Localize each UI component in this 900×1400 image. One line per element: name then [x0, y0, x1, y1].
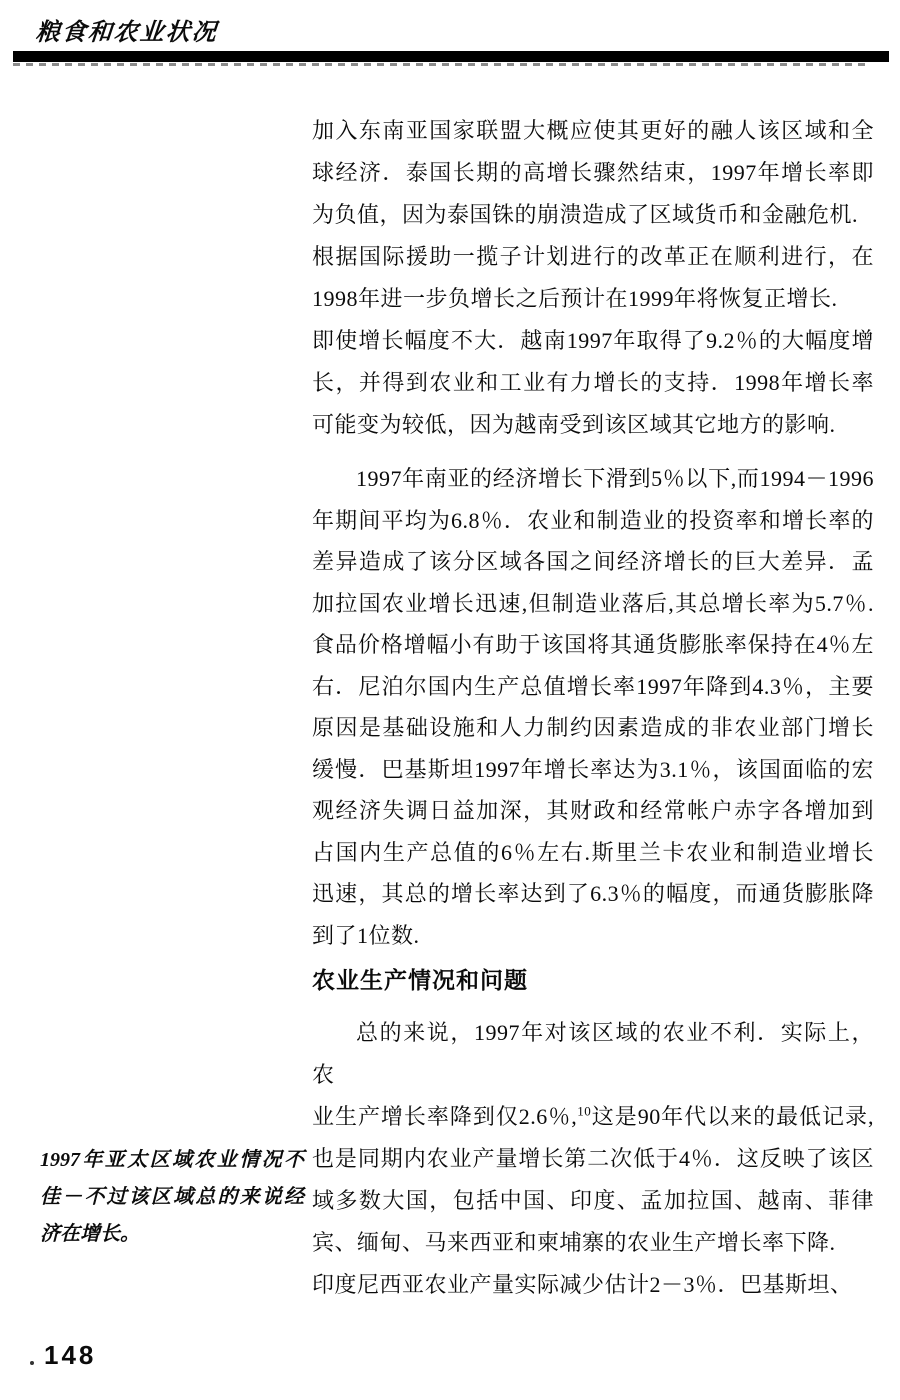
body-text-line: 球经济．泰国长期的高增长骤然结束，1997年增长率即 — [312, 160, 874, 185]
body-text-line: 食品价格增幅小有助于该国将其通货膨胀率保持在4％左 — [312, 632, 874, 657]
running-head: 粮食和农业状况 — [34, 20, 219, 46]
body-text-line: 到了1位数. — [312, 922, 420, 948]
header-rule-noise — [13, 63, 869, 66]
header-rule — [13, 51, 889, 62]
body-text-line: 缓慢．巴基斯坦1997年增长率达为3.1％，该国面临的宏 — [312, 756, 874, 782]
body-text-line: 右．尼泊尔国内生产总值增长率1997年降到4.3％，主要 — [312, 673, 874, 699]
page-number: 148 — [44, 1340, 97, 1370]
body-text-line: 也是同期内农业产量增长第二次低于4％．这反映了该区 — [312, 1146, 874, 1171]
body-text-line: 宾、缅甸、马来西亚和柬埔寨的农业生产增长率下降. — [312, 1230, 836, 1255]
paragraph-3 — [312, 1012, 874, 1306]
body-text-line: 迅速，其总的增长率达到了6.3％的幅度，而通货膨胀降 — [312, 881, 874, 906]
paragraph-2 — [312, 458, 874, 956]
body-text-line: 1997年南亚的经济增长下滑到5％以下,而1994－1996 — [356, 466, 874, 491]
margin-note — [40, 1142, 304, 1253]
body-text-line: 观经济失调日益加深，其财政和经常帐户赤字各增加到 — [312, 798, 874, 823]
body-text-line: 1998年进一步负增长之后预计在1999年将恢复正增长. — [312, 286, 838, 311]
body-text-line: 总的来说，1997年对该区域的农业不利．实际上，农 — [312, 1020, 874, 1087]
footnote-reference: 10 — [577, 1103, 592, 1119]
body-text-line: 域多数大国，包括中国、印度、孟加拉国、越南、菲律 — [312, 1188, 874, 1213]
body-text-line: 长，并得到农业和工业有力增长的支持．1998年增长率 — [312, 370, 874, 395]
body-text-line: 年期间平均为6.8％．农业和制造业的投资率和增长率的 — [312, 507, 874, 533]
body-text-line: 印度尼西亚农业产量实际减少估计2－3％．巴基斯坦、 — [312, 1272, 853, 1297]
paragraph-1 — [312, 110, 874, 446]
body-text-line: 差异造成了该分区域各国之间经济增长的巨大差异．孟 — [312, 549, 874, 574]
margin-note-line: 佳－不过该区域总的来说经 — [40, 1186, 304, 1208]
scan-speck — [30, 1361, 34, 1365]
body-text-line: 原因是基础设施和人力制约因素造成的非农业部门增长 — [312, 715, 874, 740]
body-text-line: 占国内生产总值的6％左右.斯里兰卡农业和制造业增长 — [312, 839, 874, 865]
body-text-segment: 这是90年代以来的最低记录, — [591, 1104, 874, 1129]
body-text-line: 根据国际援助一揽子计划进行的改革正在顺利进行，在 — [312, 244, 874, 269]
body-text-line: 加拉国农业增长迅速,但制造业落后,其总增长率为5.7％. — [312, 590, 874, 616]
body-text-line — [312, 1096, 874, 1138]
body-text-line: 可能变为较低，因为越南受到该区域其它地方的影响. — [312, 412, 836, 437]
section-heading: 农业生产情况和问题 — [312, 968, 528, 993]
margin-note-line: 1997年亚太区域农业情况不 — [40, 1149, 304, 1171]
body-text-line: 为负值，因为泰国铢的崩溃造成了区域货币和金融危机. — [312, 202, 859, 227]
body-text-segment: 业生产增长率降到仅2.6％, — [312, 1104, 578, 1129]
body-text-line: 即使增长幅度不大．越南1997年取得了9.2％的大幅度增 — [312, 328, 874, 353]
body-text-line: 加入东南亚国家联盟大概应使其更好的融人该区域和全 — [312, 118, 874, 143]
margin-note-line: 济在增长。 — [40, 1223, 140, 1245]
